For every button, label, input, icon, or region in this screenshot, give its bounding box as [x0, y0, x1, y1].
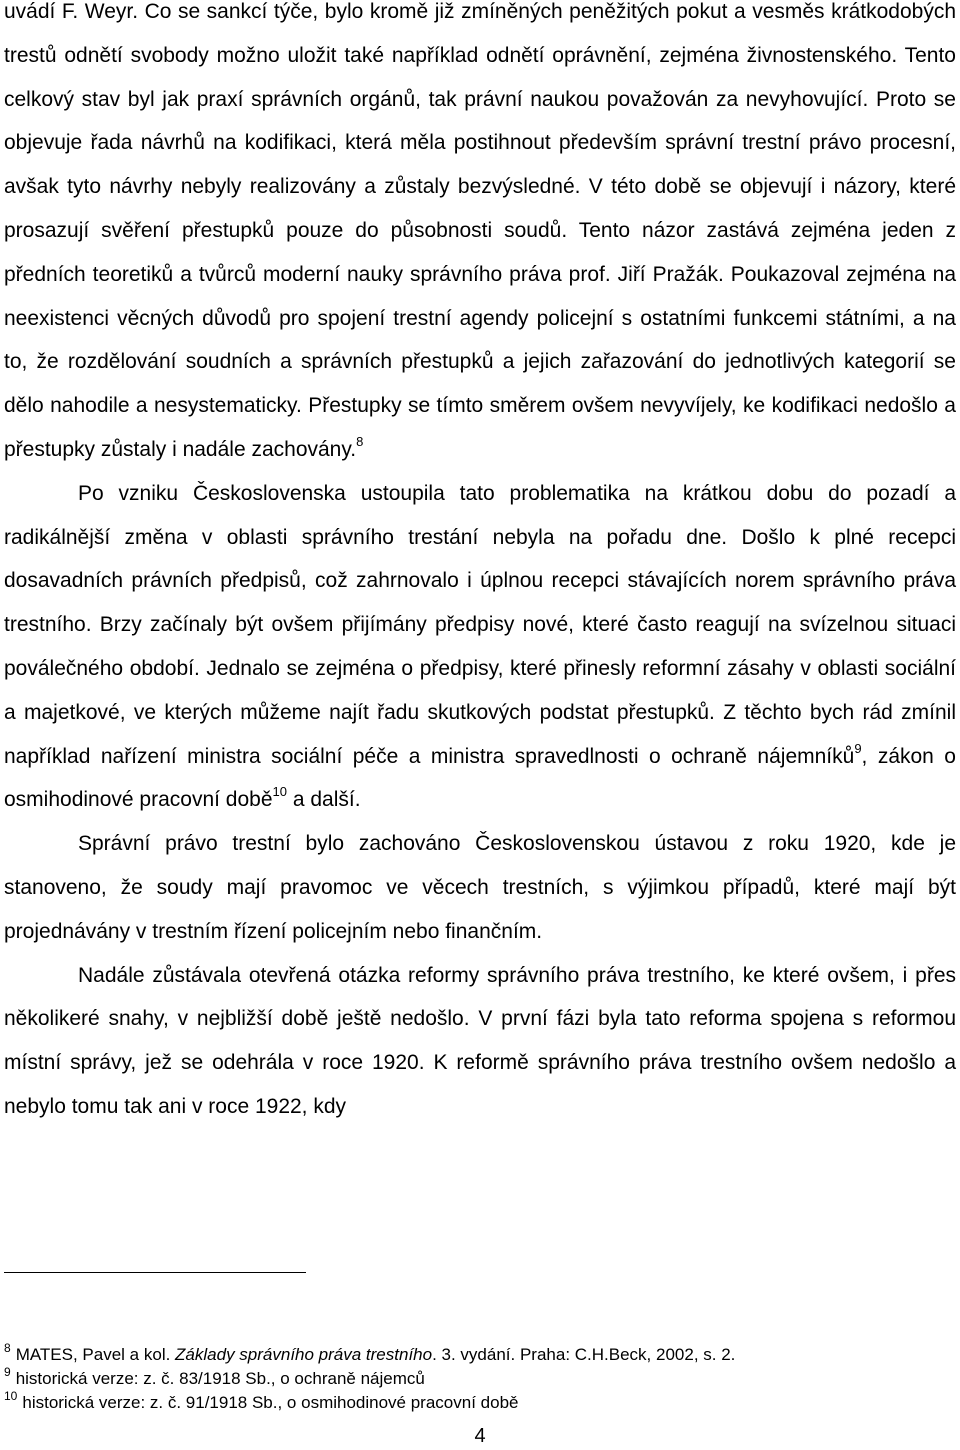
footnote-ref-9[interactable]: 9 — [854, 740, 862, 756]
page-number: 4 — [474, 1425, 486, 1447]
paragraph-1-text: uvádí F. Weyr. Co se sankcí týče, bylo kromě již zmíněných peněžitých pokut a vesměs krátkodobých trestů odnětí svobody možno uložit také například odnětí oprávnění, zejména živnostenského. Tento celkový stav byl jak praxí správních orgánů, tak právní naukou považován za nevyhovující. Proto se objevuje řada návrhů na kodifikaci, která měla postihnout především správní trestní právo procesní, avšak tyto návrhy nebyly realizovány a zůstaly bezvýsledné. V této době se objevují i názory, které prosazují svěření přestupků pouze do působnosti soudů. Tento názor zastává zejména jeden z předních teoretiků a tvůrců moderní nauky správního práva prof. Jiří Pražák. Poukazoval zejména na neexistenci věcných důvodů pro spojení trestní agendy policejní s ostatními funkcemi státními, a na to, že rozdělování soudních a správních přestupků a jejich zařazování do jednotlivých kategorií se dělo nahodile a nesystematicky. Přestupky se tímto směrem ovšem nevyvíjely, ke kodifikaci nedošlo a přestupky zůstaly i nadále zachovány. — [4, 0, 956, 461]
paragraph-1 — [4, 0, 956, 472]
paragraph-2-text-b: , zákon o osmihodinové pracovní době — [4, 744, 956, 812]
footnote-number-8: 8 — [4, 1341, 11, 1356]
paragraph-2-text-c: a další. — [286, 788, 361, 812]
paragraph-3 — [4, 822, 956, 953]
footnote-number-9: 9 — [4, 1365, 11, 1380]
footnote-separator — [4, 1272, 306, 1273]
footnote-8 — [4, 1343, 956, 1367]
paragraph-3-text: Správní právo trestní bylo zachováno Československou ústavou z roku 1920, kde je stanoveno, že soudy mají pravomoc ve věcech trestních, s výjimkou případů, které mají být projednávány v trestním řízení policejním nebo finančním. — [4, 832, 956, 943]
footnote-8-text-after: . 3. vydání. Praha: C.H.Beck, 2002, s. 2. — [432, 1345, 736, 1364]
paragraph-4 — [4, 954, 956, 1129]
paragraph-2 — [4, 472, 956, 822]
page-body — [4, 0, 956, 1129]
paragraph-4-text: Nadále zůstávala otevřená otázka reformy správního práva trestního, ke které ovšem, i přes několikeré snahy, v nejbližší době ještě nedošlo. V první fázi byla tato reforma spojena s reformou místní správy, jež se odehrála v roce 1920. K reformě správního práva trestního ovšem nedošlo a nebylo tomu tak ani v roce 1922, kdy — [4, 963, 956, 1118]
footnote-10 — [4, 1391, 956, 1415]
footnote-ref-10[interactable]: 10 — [272, 784, 287, 800]
footnote-9-text: historická verze: z. č. 83/1918 Sb., o ochraně nájemců — [15, 1369, 425, 1388]
footnote-ref-8[interactable]: 8 — [356, 433, 364, 449]
footnotes — [4, 1343, 956, 1415]
paragraph-2-text-a: Po vzniku Československa ustoupila tato problematika na krátkou dobu do pozadí a radikálnější změna v oblasti správního trestání nebyla na pořadu dne. Došlo k plné recepci dosavadních právních předpisů, což zahrnovalo i úplnou recepci stávajících norem správního práva trestního. Brzy začínaly být ovšem přijímány předpisy nové, které často reagují na svízelnou situaci poválečného období. Jednalo se zejména o předpisy, které přinesly reformní zásahy v oblasti sociální a majetkové, ve kterých můžeme najít řadu skutkových podstat přestupků. Z těchto bych rád zmínil například nařízení ministra sociální péče a ministra spravedlnosti o ochraně nájemníků — [4, 481, 956, 768]
footnote-10-text: historická verze: z. č. 91/1918 Sb., o osmihodinové pracovní době — [22, 1393, 519, 1412]
footnote-number-10: 10 — [4, 1389, 18, 1404]
footnote-8-text-before: MATES, Pavel a kol. — [15, 1345, 176, 1364]
footnote-9 — [4, 1367, 956, 1391]
footnote-8-title: Základy správního práva trestního — [175, 1345, 433, 1364]
